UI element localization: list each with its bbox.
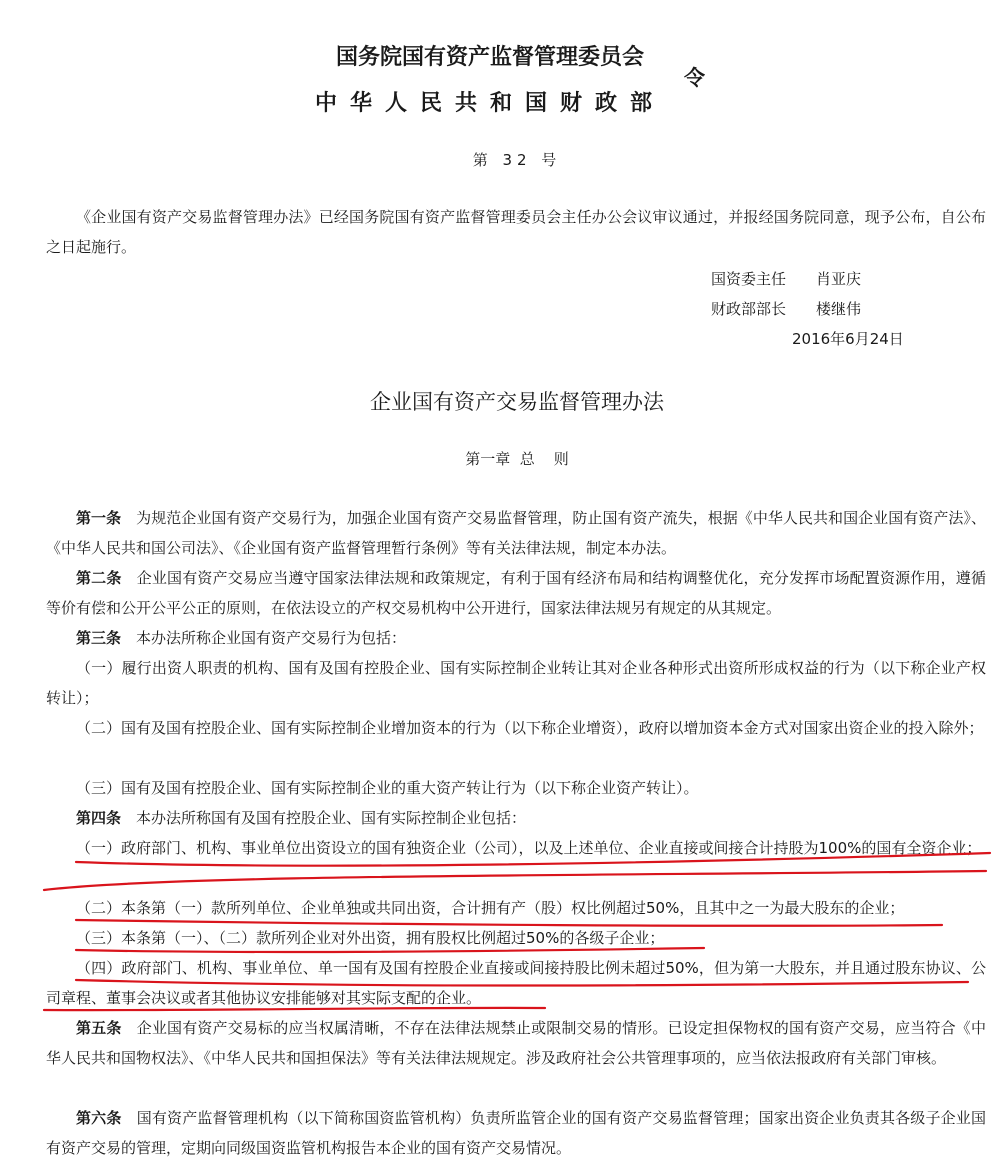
article-3-item-2: （二）国有及国有控股企业、国有实际控制企业增加资本的行为（以下称企业增资），政府以增加资本金方式对国家出资企业的投入除外； [76, 719, 984, 737]
article-text: 企业国有资产交易应当遵守国家法律法规和政策规定，有利于国有经济布局和结构调整优化，充分发挥市场配置资源作用，遵循等价有偿和公开公平公正的原则，在依法设立的产权交易机构中公开进行，国家法律法规另有规定的从其规定。 [46, 569, 986, 617]
article-1 [46, 503, 986, 563]
chapter-heading: 第一章 总 则 [465, 450, 569, 468]
preamble: 《企业国有资产交易监督管理办法》已经国务院国有资产监督管理委员会主任办公会议审议通过，并报经国务院同意，现予公布，自公布之日起施行。 [46, 208, 986, 256]
mof-signer-title: 财政部部长 [711, 300, 787, 318]
article-4-item-4: （四）政府部门、机构、事业单位、单一国有及国有控股企业直接或间接持股比例未超过50%，但为第一大股东，并且通过股东协议、公司章程、董事会决议或者其他协议安排能够对其实际支配的企业。 [46, 959, 986, 1007]
article-label: 第三条 [76, 629, 122, 647]
article-label: 第六条 [76, 1109, 122, 1127]
article-label: 第五条 [76, 1019, 122, 1037]
sasac-signer-title: 国资委主任 [711, 270, 787, 288]
article-3 [46, 623, 986, 653]
article-text: 本办法所称国有及国有控股企业、国有实际控制企业包括： [136, 809, 527, 827]
issuer-line-sasac: 国务院国有资产监督管理委员会 [335, 44, 644, 70]
article-text: 为规范企业国有资产交易行为，加强企业国有资产交易监督管理，防止国有资产流失，根据《中华人民共和国企业国有资产法》、《中华人民共和国公司法》、《企业国有资产监督管理暂行条例》等有关法律法规，制定本办法。 [46, 509, 986, 557]
article-label: 第四条 [76, 809, 122, 827]
article-5 [46, 1013, 986, 1073]
article-3-item-3: （三）国有及国有控股企业、国有实际控制企业的重大资产转让行为（以下称企业资产转让）。 [76, 779, 699, 797]
article-2 [46, 563, 986, 623]
article-label: 第二条 [76, 569, 122, 587]
article-text: 本办法所称企业国有资产交易行为包括： [136, 629, 407, 647]
article-label: 第一条 [76, 509, 122, 527]
order-number: 第 32 号 [472, 151, 562, 169]
order-word: 令 [684, 65, 705, 90]
article-text: 国有资产监督管理机构（以下简称国资监管机构）负责所监管企业的国有资产交易监督管理；国家出资企业负责其各级子企业国有资产交易的管理，定期向同级国资监管机构报告本企业的国有资产交易情况。 [46, 1109, 986, 1157]
article-text: 企业国有资产交易标的应当权属清晰，不存在法律法规禁止或限制交易的情形。已设定担保物权的国有资产交易，应当符合《中华人民共和国物权法》、《中华人民共和国担保法》等有关法律法规规定。涉及政府社会公共管理事项的，应当依法报政府有关部门审核。 [46, 1019, 986, 1067]
article-4-item-2: （二）本条第（一）款所列单位、企业单独或共同出资，合计拥有产（股）权比例超过50%，且其中之一为最大股东的企业； [76, 899, 905, 917]
mof-signer-name: 楼继伟 [816, 300, 862, 318]
article-4 [46, 803, 986, 833]
document-title: 企业国有资产交易监督管理办法 [370, 390, 664, 414]
article-4-item-1: （一）政府部门、机构、事业单位出资设立的国有独资企业（公司），以及上述单位、企业直接或间接合计持股为100%的国有全资企业； [76, 839, 982, 857]
issuer-line-mof: 中华人民共和国财政部 [314, 90, 665, 116]
signing-date: 2016年6月24日 [792, 330, 904, 348]
red-underline-mark [44, 871, 986, 890]
article-3-item-1: （一）履行出资人职责的机构、国有及国有控股企业、国有实际控制企业转让其对企业各种形式出资所形成权益的行为（以下称企业产权转让）； [46, 659, 986, 707]
article-4-item-3: （三）本条第（一）、（二）款所列企业对外出资，拥有股权比例超过50%的各级子企业； [76, 929, 665, 947]
article-6 [46, 1103, 986, 1163]
sasac-signer-name: 肖亚庆 [816, 270, 862, 288]
